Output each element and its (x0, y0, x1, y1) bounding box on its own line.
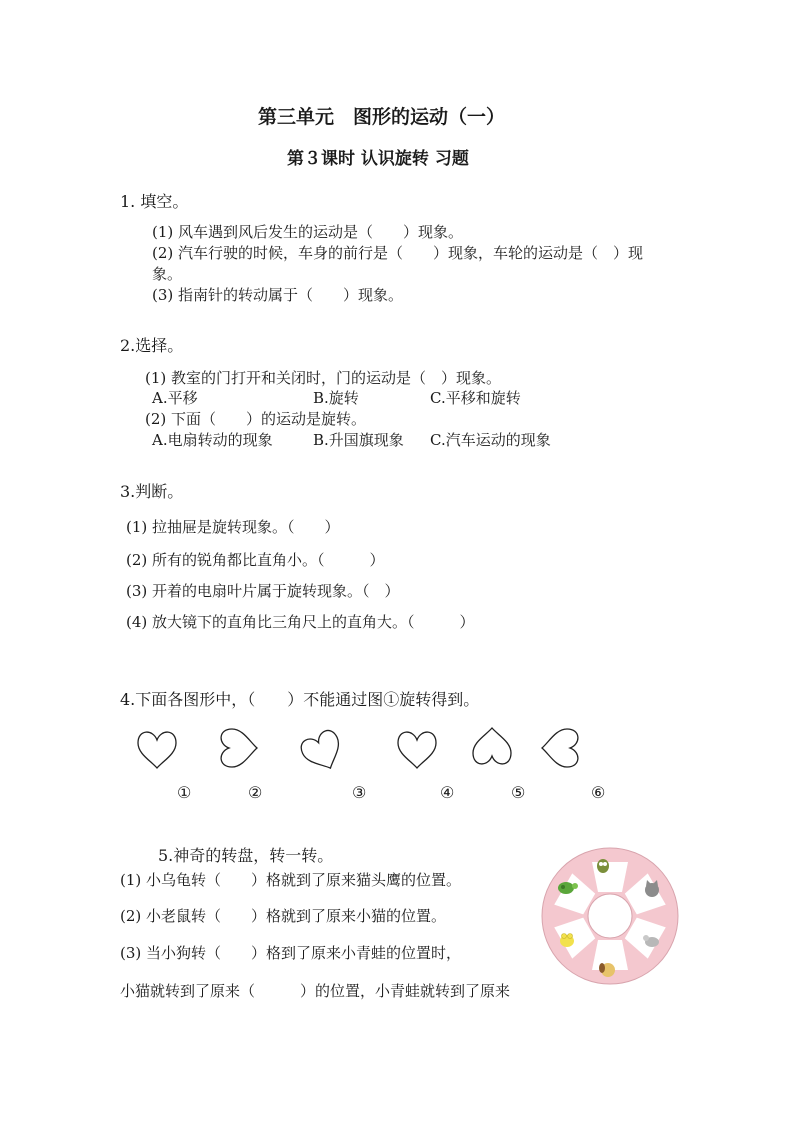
heart-shape-5 (473, 728, 511, 764)
q5-item-3: (3) 当小狗转（ ）格到了原来小青蛙的位置时， (120, 944, 462, 962)
heart-shape-2 (221, 729, 257, 767)
q5-item-4: 小猫就转到了原来（ ）的位置，小青蛙就转到了原来 (120, 982, 511, 1000)
shape-label-1: ① (177, 783, 192, 802)
q3-item-1: (1) 拉抽屉是旋转现象。（ ） (126, 518, 340, 536)
q1-item-2: (2) 汽车行驶的时候，车身的前行是（ ）现象，车轮的运动是（ ）现 (152, 244, 644, 262)
shape-label-4: ④ (440, 783, 455, 802)
shape-label-5: ⑤ (511, 783, 526, 802)
q2-item-1: (1) 教室的门打开和关闭时，门的运动是（ ）现象。 (145, 369, 502, 387)
spinner-wheel (540, 846, 680, 986)
q3-item-4: (4) 放大镜下的直角比三角尺上的直角大。（ ） (126, 613, 475, 631)
q2-option-1a: A.平移 (152, 389, 198, 407)
q4-heading: 4.下面各图形中，（ ）不能通过图①旋转得到。 (120, 690, 480, 709)
q1-heading: 1. 填空。 (120, 192, 189, 211)
shape-label-6: ⑥ (591, 783, 606, 802)
q2-item-2: (2) 下面（ ）的运动是旋转。 (145, 410, 367, 428)
q1-item-1: (1) 风车遇到风后发生的运动是（ ）现象。 (152, 223, 464, 241)
heart-shape-1 (138, 732, 176, 768)
q5-item-2: (2) 小老鼠转（ ）格就到了原来小猫的位置。 (120, 907, 447, 925)
q3-item-2: (2) 所有的锐角都比直角小。（ ） (126, 551, 385, 569)
q1-item-3: (3) 指南针的转动属于（ ）现象。 (152, 286, 404, 304)
heart-shape-6 (542, 729, 578, 767)
shape-label-3: ③ (352, 783, 367, 802)
q5-heading: 5.神奇的转盘，转一转。 (158, 846, 334, 865)
q2-option-2a: A.电扇转动的现象 (152, 431, 273, 449)
frog-icon (560, 934, 574, 948)
q1-item-2-cont: 象。 (152, 265, 183, 283)
heart-shapes (120, 720, 620, 780)
q2-heading: 2.选择。 (120, 336, 184, 355)
shape-label-2: ② (248, 783, 263, 802)
q3-heading: 3.判断。 (120, 482, 184, 501)
page-title: 第三单元 图形的运动（一） (258, 106, 506, 128)
q2-option-2c: C.汽车运动的现象 (430, 431, 551, 449)
q5-item-1: (1) 小乌龟转（ ）格就到了原来猫头鹰的位置。 (120, 871, 462, 889)
q2-option-2b: B.升国旗现象 (313, 431, 404, 449)
heart-shape-4 (398, 732, 436, 768)
page-subtitle: 第３课时 认识旋转 习题 (287, 149, 469, 169)
q2-option-1b: B.旋转 (313, 389, 359, 407)
owl-icon (597, 859, 609, 873)
q2-option-1c: C.平移和旋转 (430, 389, 521, 407)
heart-shape-3 (298, 728, 348, 777)
q3-item-3: (3) 开着的电扇叶片属于旋转现象。（ ） (126, 582, 400, 600)
